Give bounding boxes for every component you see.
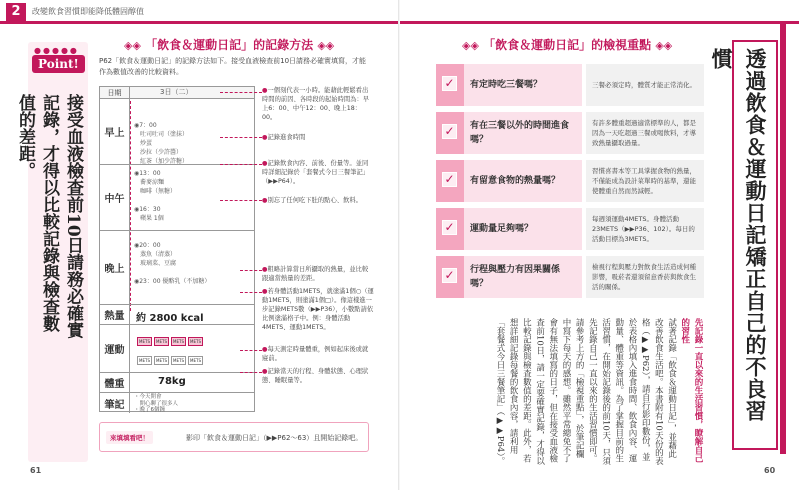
side-title: 透過飲食＆運動日記矯正自己的不良習慣 <box>709 48 768 422</box>
row-content: ◉13：00 蕎麥涼麵 咖啡（無糖） ◉16：30 蘋果 1個 <box>134 170 177 222</box>
note-1 <box>262 86 374 122</box>
check-row <box>436 208 704 250</box>
note-3 <box>262 159 374 186</box>
note-connector <box>240 292 262 293</box>
check-question: 有在三餐以外的時間進食嗎？ <box>464 112 582 154</box>
row-content: ◉20：00 蒸魚（清蒸） 玻璃菜、豆腐 ◉23：00 優酪乳（不加糖） <box>134 242 211 285</box>
diary-header-row <box>100 87 254 99</box>
note-connector <box>240 350 262 351</box>
checkbox-cell <box>436 256 464 298</box>
mets-cell: METS <box>154 337 169 346</box>
weight-value: 78kg <box>158 376 186 387</box>
right-page <box>400 0 799 490</box>
row-label: 中午 <box>100 165 130 230</box>
note-connector <box>220 137 262 138</box>
note-connector <box>220 164 262 165</box>
check-row <box>436 64 704 106</box>
note-text: 記錄飲食內容、前後、份量等。並同時詳細記錄於「套餐式今日三餐筆記」（▶▶P64）。 <box>262 160 370 185</box>
diary-row-morning <box>100 99 254 165</box>
diary-row-calories <box>100 305 254 325</box>
note-text: 粗略計算當日所攝取的熱量，並比較跟適當熱量的差距。 <box>262 266 369 282</box>
check-answer: 有許多體重超過適當標準的人，都是因為一天吃超過三餐或喝飲料，才導致熱量攝取過量。 <box>586 112 704 154</box>
tip-text: 影印「飲食＆運動日記」（▶▶P62～63）且開始記錄吧。 <box>186 434 363 442</box>
left-section-title-text: 「飲食＆運動日記」的記錄方法 <box>145 38 314 52</box>
note-text: 每天測定時量體重，例如起床後或就寢前。 <box>262 346 369 362</box>
mets-cell: METS <box>137 356 152 365</box>
check-row <box>436 256 704 298</box>
row-label: 筆記 <box>100 393 130 413</box>
bullet-icon: ● <box>262 197 268 204</box>
row-label: 晚上 <box>100 231 130 304</box>
page-number-right: 60 <box>764 466 776 475</box>
mets-cell: METS <box>154 356 169 365</box>
note-text: 別忘了任何吃下肚的點心、飲料。 <box>267 197 362 204</box>
date-label: 日期 <box>100 87 130 98</box>
check-question: 行程與壓力有因果關係嗎？ <box>464 256 582 298</box>
mets-cell: METS <box>171 337 186 346</box>
note-text: 記錄進食時間 <box>267 134 306 141</box>
row-content: ◉7：00 吐司吐司（塗抹） 炒蛋 沙拉（少許醬） 紅茶（加少許糖） <box>134 122 189 165</box>
mets-cell: METS <box>137 337 152 346</box>
note-6 <box>262 287 374 332</box>
note-7 <box>262 345 374 363</box>
note-8 <box>262 367 374 385</box>
checkmark-icon: ✓ <box>442 268 457 283</box>
bullet-icon: ● <box>262 288 268 295</box>
checkbox-cell <box>436 64 464 106</box>
double-chevron-icon: ◈◈ <box>655 39 673 52</box>
chapter-number: 2 <box>6 3 26 21</box>
checkmark-icon: ✓ <box>442 220 457 235</box>
note-connector <box>240 270 262 271</box>
body-paragraph: 試著記錄「飲食＆運動日記」，並藉此改善飲食生活吧。本書附有10天份的表格（▶▶P62），請自行影印數份，並於表格內填入進食時間、飲食內容、運動量、體重等資訊。為了掌握目前的生活習慣，在開始記錄後的前10天，只須先記錄自己一直以來的生活習慣即可。請參考上方的「檢視重點」，於筆記欄中寫下每天的感想。雖然平常總免不了會有無法填寫的日子，但在接受血液檢查前10日，請一定要確實記錄，才得以比較記錄與檢查數值的差距。此外，若想詳細記錄每餐的飲食內容，請利用「套餐式今日三餐筆記」（▶▶P64）。 <box>494 318 677 466</box>
check-question: 有定時吃三餐嗎？ <box>464 64 582 106</box>
tip-label: 來填填看吧！ <box>106 431 153 444</box>
row-label: 運動 <box>100 325 130 372</box>
right-section-title <box>462 36 672 53</box>
note-5 <box>262 265 374 283</box>
bullet-icon: ● <box>262 368 268 375</box>
diary-row-weight <box>100 373 254 393</box>
note-4 <box>262 196 374 205</box>
checkmark-icon: ✓ <box>442 124 457 139</box>
row-label: 早上 <box>100 99 130 164</box>
diary-table <box>99 86 255 412</box>
dots-decoration: ●●●●● <box>34 46 79 55</box>
check-question: 運動量足夠嗎？ <box>464 208 582 250</box>
body-text <box>436 318 704 466</box>
running-title: 改變飲食習慣即能降低體固醇值 <box>32 7 144 16</box>
calorie-value: 約 2800 kcal <box>136 313 204 324</box>
mets-cell: METS <box>188 337 203 346</box>
bullet-icon: ● <box>262 160 268 167</box>
diary-row-exercise <box>100 325 254 373</box>
check-answer: 三餐必須定時，體質才能正常消化。 <box>586 64 704 106</box>
bullet-icon: ● <box>262 134 268 141</box>
mets-cell: METS <box>171 356 186 365</box>
left-page <box>0 0 399 490</box>
bullet-icon: ● <box>262 266 268 273</box>
diary-row-notes <box>100 393 254 413</box>
double-chevron-icon: ◈◈ <box>462 39 479 52</box>
double-chevron-icon: ◈◈ <box>317 39 335 52</box>
diary-row-evening <box>100 231 254 305</box>
mets-grid <box>136 328 204 366</box>
note-2 <box>262 133 374 142</box>
check-row <box>436 160 704 202</box>
header-bar-right <box>400 0 799 24</box>
page-number-left: 61 <box>30 466 42 475</box>
row-label: 熱量 <box>100 305 130 324</box>
bullet-icon: ● <box>262 87 268 94</box>
check-question: 有留意食物的熱量嗎？ <box>464 160 582 202</box>
checkbox-cell <box>436 112 464 154</box>
left-section-title <box>124 36 334 53</box>
right-section-title-text: 「飲食＆運動日記」的檢視重點 <box>483 38 652 52</box>
row-label: 體重 <box>100 373 130 392</box>
check-answer: 習慣喜書本等工具掌握食物的熱量，不僅能成為設計菜單時的基準，還能使體重自然而然減輕。 <box>586 160 704 202</box>
intro-text: P62「飲食＆運動日記」的記錄方法如下。接受血液檢查前10日請務必確實填寫，才能作為數值改善的比較資料。 <box>99 57 367 76</box>
point-text: 接受血液檢查前10日請務必確實記錄，才得以比較記錄與檢查數值的差距。 <box>15 94 83 339</box>
check-answer: 每週須運動4METS。身體活動23METS（▶▶P36、102）。每日的活動目標為3METS。 <box>586 208 704 250</box>
diary-row-noon <box>100 165 254 231</box>
note-text: 一個刻代表一小時。能藉此輕鬆看出時間的前因、各時段的起始時間為：早上6：00、中午12：00、晚上18：00。 <box>262 87 370 121</box>
row-content: ・今天開會 開心聊了很多人 ・晚了6個鐘 <box>134 394 179 413</box>
checkbox-cell <box>436 160 464 202</box>
double-chevron-icon: ◈◈ <box>124 39 141 52</box>
check-answer: 檢視行程與壓力對飲食生活造成何種影響，吸菸者還須留意香菸與飲食生活的關係。 <box>586 256 704 298</box>
note-connector <box>220 200 262 201</box>
note-text: 若身體活動1METS，就塗滿1個○（運動1METS，則塗滿1個□）。像這樣進一步記錄METS數（▶▶P36），小數點請依比例塗滿格子中。例：身體活動4METS、運動1METS。 <box>262 288 374 331</box>
note-connector <box>240 372 262 373</box>
tip-box <box>99 422 369 452</box>
check-row <box>436 112 704 154</box>
checkmark-icon: ✓ <box>442 76 457 91</box>
checkbox-cell <box>436 208 464 250</box>
side-accent-bar <box>780 24 786 454</box>
note-text: 記錄當天的行程、身體狀態、心理狀態、睡眠量等。 <box>262 368 369 384</box>
bullet-icon: ● <box>262 346 268 353</box>
body-heading: 先記錄一直以來的生活習慣，瞭解自己的習性 <box>679 318 703 463</box>
point-label: Point! <box>32 55 85 73</box>
note-connector <box>220 92 262 93</box>
checkmark-icon: ✓ <box>442 172 457 187</box>
date-value: 3日（二） <box>160 88 193 96</box>
mets-cell: METS <box>188 356 203 365</box>
